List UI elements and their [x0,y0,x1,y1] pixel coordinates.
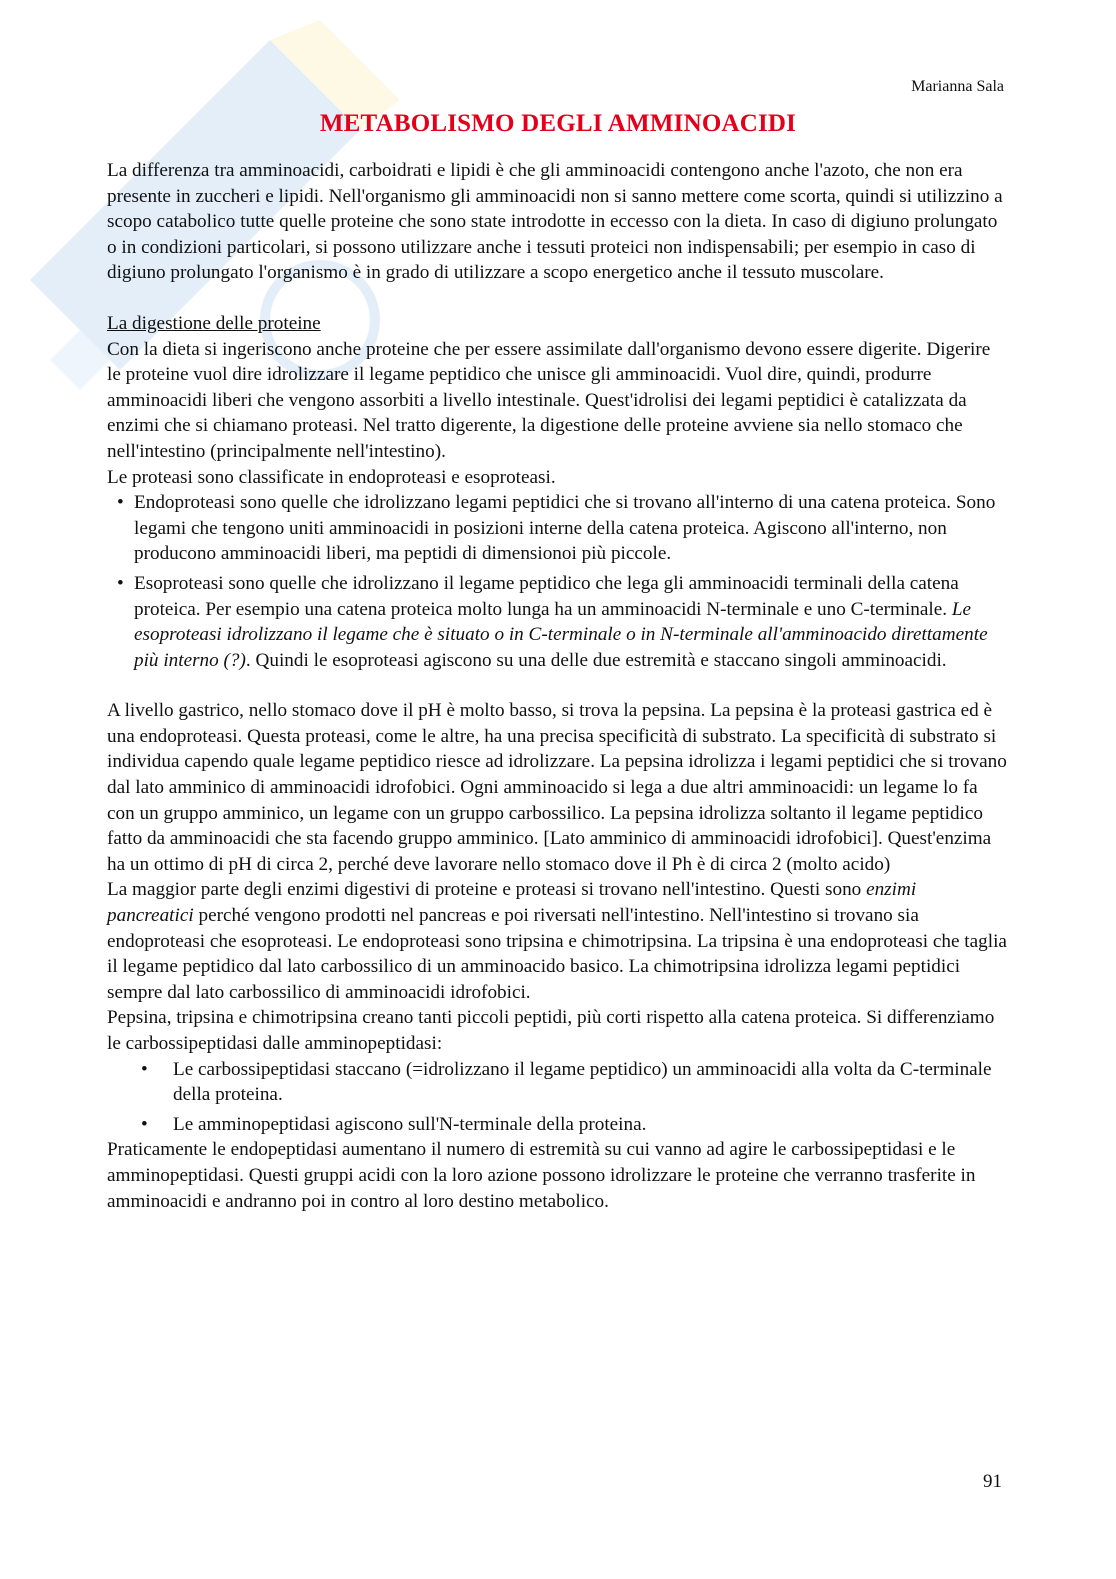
intestine-paragraph: La maggior parte degli enzimi digestivi di proteine e proteasi si trovano nell'intestino. Questi sono enzimi pancreatici perché vengono prodotti nel pancreas e poi riversati nell'intestino. Nell'intestino si trovano sia endoproteasi che esoproteasi. Le endoproteasi sono tripsina e chimotripsina. La tripsina è una endoproteasi che taglia il legame peptidico dal lato carbossilico di un amminoacido basico. La chimotripsina idrolizza legami peptidici sempre dal lato carbossilico di amminoacidi idrofobici. [107,879,1007,1003]
section-heading: La digestione delle proteine [107,312,321,334]
intro-paragraph: La differenza tra amminoacidi, carboidrati e lipidi è che gli amminoacidi contengono anche l'azoto, che non era presente in zuccheri e lipidi. Nell'organismo gli amminoacidi non si sanno mettere come scorta, quindi si utilizzino a scopo catabolico tutte quelle proteine che sono state introdotte in eccesso con la dieta. In caso di digiuno prolungato o in condizioni particolari, si possono utilizzare anche i tessuti proteici non indispensabili; per esempio in caso di digiuno prolungato l'organismo è in grado di utilizzare a scopo energetico anche il tessuto muscolare. [107,160,1003,284]
list-item: • Le amminopeptidasi agiscono sull'N-terminale della proteina. [107,1112,1007,1138]
list-item: • Esoproteasi sono quelle che idrolizzano il legame peptidico che lega gli amminoacidi terminali della catena proteica. Per esempio una catena proteica molto lunga ha un amminoacidi N-terminale e uno C-terminale. Le esoproteasi idrolizzano il legame che è situato o in C-terminale o in N-terminale all'amminoacido direttamente più interno (?). Quindi le esoproteasi agiscono su una delle due estremità e staccano singoli amminoacidi. [107,571,1007,673]
peptidase-list [107,1057,1007,1138]
page-number: 91 [983,1471,1002,1492]
author-name: Marianna Sala [911,78,1004,95]
list-item: • Endoproteasi sono quelle che idrolizzano legami peptidici che si trovano all'interno di una catena proteica. Sono legami che tengono uniti amminoacidi in posizioni interne della catena proteica. Agiscono all'interno, non producono amminoacidi liberi, ma peptidi di dimensionoi più piccole. [107,490,1007,567]
peptides-paragraph: Pepsina, tripsina e chimotripsina creano tanti piccoli peptidi, più corti rispetto alla catena proteica. Si differenziamo le carbossipeptidasi dalle amminopeptidasi: [107,1007,995,1054]
italic-note: Le esoproteasi idrolizzano il legame che è situato o in C-terminale o in N-terminale all'amminoacido direttamente più interno (?) [134,598,988,671]
italic-term: enzimi pancreatici [107,879,917,927]
digestion-paragraph: Con la dieta si ingeriscono anche proteine che per essere assimilate dall'organismo devono essere digerite. Digerire le proteine vuol dire idrolizzare il legame peptidico che unisce gli amminoacidi. Vuol dire, quindi, produrre amminoacidi liberi che vengono assorbiti a livello intestinale. Quest'idrolisi dei legami peptidici è catalizzata da enzimi che si chiamano proteasi. Nel tratto digerente, la digestione delle proteine avviene sia nello stomaco che nell'intestino (principalmente nell'intestino). [107,338,991,462]
closing-paragraph: Praticamente le endopeptidasi aumentano il numero di estremità su cui vanno ad agire le carbossipeptidasi e le amminopeptidasi. Questi gruppi acidi con la loro azione possono idrolizzare le proteine che verranno trasferite in amminoacidi e andranno poi in contro al loro destino metabolico. [107,1139,976,1212]
pepsin-paragraph: A livello gastrico, nello stomaco dove il pH è molto basso, si trova la pepsina. La pepsina è la proteasi gastrica ed è una endoproteasi. Questa proteasi, come le altre, ha una precisa specificità di substrato. La specificità di substrato si individua capendo quale legame peptidico riesce ad idrolizzare. La pepsina idrolizza i legami peptidici che si trovano dal lato amminico di amminoacidi idrofobici. Ogni amminoacido si lega a due altri amminoacidi: un legame lo fa con un gruppo amminico, un legame con un gruppo carbossilico. La pepsina idrolizza soltanto il legame peptidico fatto da amminoacidi che sta facendo gruppo amminico. [Lato amminico di amminoacidi idrofobici]. Quest'enzima ha un ottimo di pH di circa 2, perché deve lavorare nello stomaco dove il Ph è di circa 2 (molto acido) [107,700,1007,875]
document-body [107,158,1007,1214]
proteases-intro: Le proteasi sono classificate in endoproteasi e esoproteasi. [107,466,556,488]
protease-list [107,490,1007,673]
page-title: METABOLISMO DEGLI AMMINOACIDI [319,110,797,137]
list-item: • Le carbossipeptidasi staccano (=idrolizzano il legame peptidico) un amminoacidi alla volta da C-terminale della proteina. [107,1057,1007,1108]
